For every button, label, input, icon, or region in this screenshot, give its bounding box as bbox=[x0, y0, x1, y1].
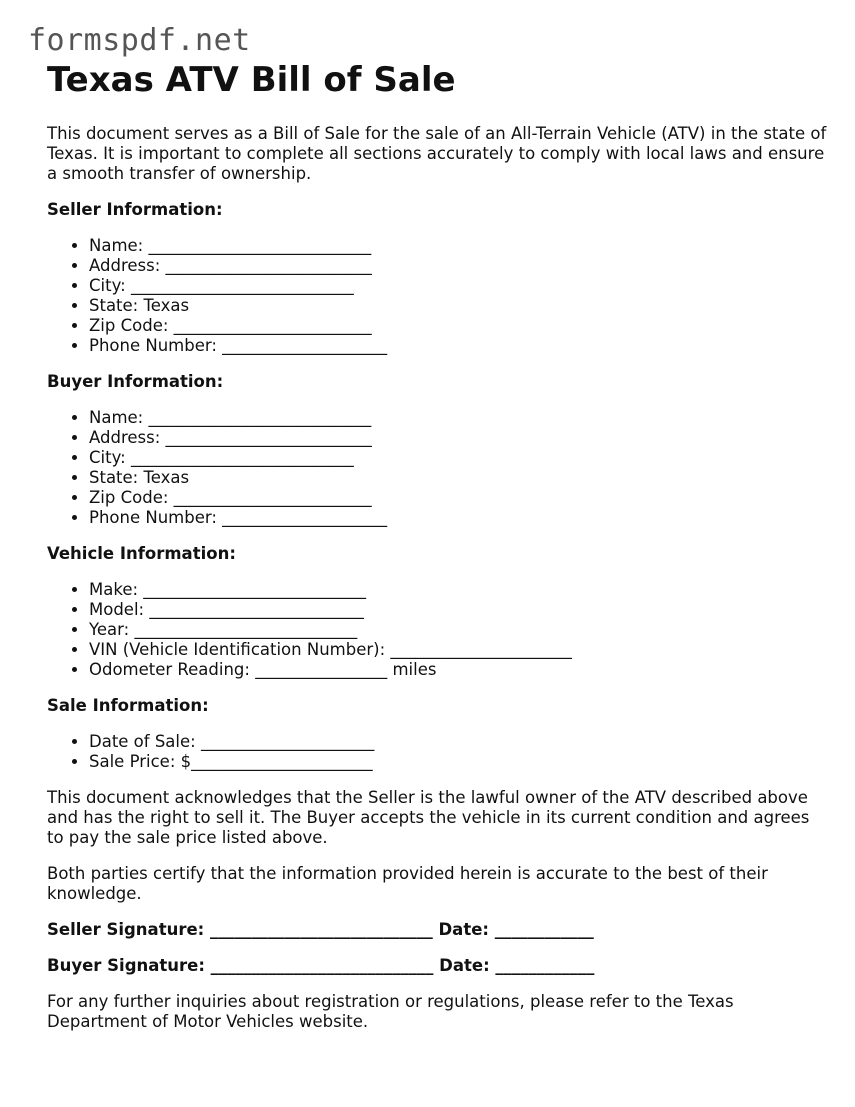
buyer-city-field: • City: ___________________________ bbox=[89, 448, 827, 468]
vehicle-odometer-field: • Odometer Reading: ________________ miles bbox=[89, 660, 827, 680]
buyer-zip-field: • Zip Code: ________________________ bbox=[89, 488, 827, 508]
sale-price-field: • Sale Price: $______________________ bbox=[89, 752, 827, 772]
vehicle-heading: Vehicle Information: bbox=[47, 544, 236, 563]
vehicle-vin-field: • VIN (Vehicle Identification Number): ______________________ bbox=[89, 640, 827, 660]
seller-city-field: • City: ___________________________ bbox=[89, 276, 827, 296]
seller-heading: Seller Information: bbox=[47, 200, 223, 219]
vehicle-make-field: • Make: ___________________________ bbox=[89, 580, 827, 600]
seller-name-field: • Name: ___________________________ bbox=[89, 236, 827, 256]
seller-signature-line: Seller Signature: ___________________________ Date: ____________ bbox=[47, 920, 594, 939]
buyer-phone-field: • Phone Number: ____________________ bbox=[89, 508, 827, 528]
buyer-state-field: • State: Texas bbox=[89, 468, 827, 488]
document-page bbox=[47, 60, 827, 1032]
vehicle-model-field: • Model: __________________________ bbox=[89, 600, 827, 620]
sale-heading: Sale Information: bbox=[47, 696, 209, 715]
seller-list bbox=[47, 236, 827, 356]
certification-paragraph: Both parties certify that the information provided herein is accurate to the best of their knowledge. bbox=[47, 864, 768, 903]
watermark: formspdf.net bbox=[28, 23, 251, 58]
sale-list bbox=[47, 732, 827, 772]
buyer-list bbox=[47, 408, 827, 528]
document-title: Texas ATV Bill of Sale bbox=[47, 60, 456, 100]
sale-date-field: • Date of Sale: _____________________ bbox=[89, 732, 827, 752]
seller-phone-field: • Phone Number: ____________________ bbox=[89, 336, 827, 356]
seller-address-field: • Address: _________________________ bbox=[89, 256, 827, 276]
acknowledgment-paragraph: This document acknowledges that the Seller is the lawful owner of the ATV described above and has the right to sell it. The Buyer accepts the vehicle in its current condition and agrees to pay the sale price listed above. bbox=[47, 788, 810, 847]
seller-state-field: • State: Texas bbox=[89, 296, 827, 316]
buyer-address-field: • Address: _________________________ bbox=[89, 428, 827, 448]
vehicle-year-field: • Year: ___________________________ bbox=[89, 620, 827, 640]
buyer-heading: Buyer Information: bbox=[47, 372, 224, 391]
buyer-signature-line: Buyer Signature: ___________________________ Date: ____________ bbox=[47, 956, 595, 975]
buyer-name-field: • Name: ___________________________ bbox=[89, 408, 827, 428]
intro-paragraph: This document serves as a Bill of Sale for the sale of an All-Terrain Vehicle (ATV) in the state of Texas. It is important to complete all sections accurately to comply with local laws and ensure a smooth transfer of ownership. bbox=[47, 124, 827, 183]
footer-paragraph: For any further inquiries about registration or regulations, please refer to the Texas Department of Motor Vehicles website. bbox=[47, 992, 734, 1031]
vehicle-list bbox=[47, 580, 827, 680]
seller-zip-field: • Zip Code: ________________________ bbox=[89, 316, 827, 336]
